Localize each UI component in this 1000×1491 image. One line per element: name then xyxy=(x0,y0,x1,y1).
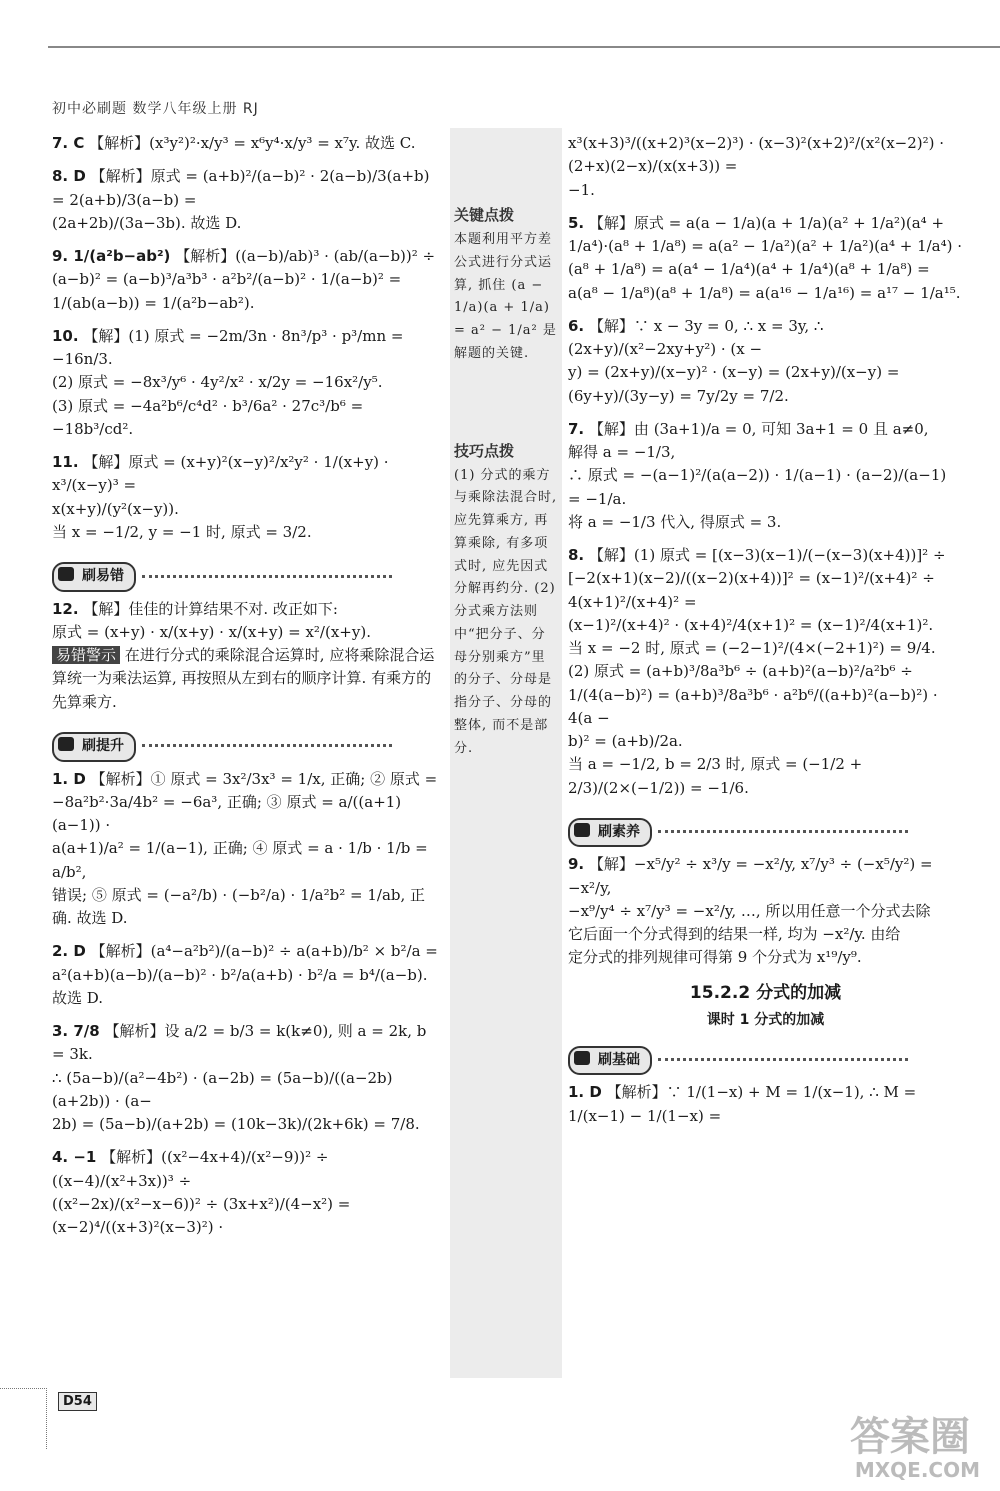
note-tip-title: 技巧点拨 xyxy=(454,441,515,460)
dotted-rule xyxy=(142,575,392,578)
left2-line xyxy=(52,940,442,963)
left2-item xyxy=(52,768,442,931)
item-9-right xyxy=(568,853,963,969)
item-9r-text-0: 【解】−x⁵/y² ÷ x³/y = −x²/y, x⁷/y³ ÷ (−x⁵/y²) = −x²/y, xyxy=(568,855,938,897)
right-item xyxy=(568,132,963,202)
left-text: 【解】原式 = (x+y)²(x−y)²/x²y² · 1/(x+y) · x³/(x−y)³ = xyxy=(52,453,394,495)
left-line xyxy=(52,268,442,291)
left2-num: 1. D xyxy=(52,769,86,788)
left2-line xyxy=(52,1113,442,1136)
right-column xyxy=(568,132,963,1138)
left2-text: ((x²−2x)/(x²−x−6))² ÷ (3x+x²)/(4−x²) = (x−2)⁴/((x+3)²(x−3)²) · xyxy=(52,1194,356,1237)
left2-text: a²(a+b)(a−b)/(a−b)² · b²/a(a+b) · b²/a = b⁴/(a−b). 故选 D. xyxy=(52,965,433,1007)
right-text: −1. xyxy=(568,180,595,199)
item-1r-line-0 xyxy=(568,1081,963,1128)
right-line xyxy=(568,614,963,637)
right-item xyxy=(568,315,963,408)
left-text: 【解析】原式 = (a+b)²/(a−b)² · 2(a−b)/3(a+b) = 2(a+b)/3(a−b) = xyxy=(52,167,435,209)
left-items xyxy=(52,132,442,544)
left-num: 11. xyxy=(52,453,79,471)
item-1-right xyxy=(568,1081,963,1128)
right-line xyxy=(568,567,963,614)
right-item xyxy=(568,212,963,305)
right-line xyxy=(568,282,963,305)
watermark-url: MXQE.COM xyxy=(854,1458,980,1482)
page-number: D54 xyxy=(58,1392,97,1411)
right-line xyxy=(568,132,963,179)
left2-line xyxy=(52,884,442,907)
right-text: 【解】∵ x − 3y = 0, ∴ x = 3y, ∴ (2x+y)/(x²−2xy+y²) · (x − xyxy=(568,316,829,358)
side-notes xyxy=(450,128,562,1378)
left-text: (2) 原式 = −8x³/y⁶ · 4y²/x² · x/2y = −16x²/y⁵. xyxy=(52,373,383,392)
left-text: 当 x = −1/2, y = −1 时, 原式 = 3/2. xyxy=(52,522,312,541)
warning-label: 易错警示 xyxy=(52,646,120,664)
right-line xyxy=(568,418,963,441)
left2-text: ∴ (5a−b)/(a²−4b²) · (a−2b) = (5a−b)/((a−2b)(a+2b)) · (a− xyxy=(52,1068,393,1110)
item-9r-line-0 xyxy=(568,853,963,900)
right-line xyxy=(568,637,963,660)
left2-items xyxy=(52,768,442,1240)
item-9r-num: 9. xyxy=(568,855,585,874)
item-12-text-0: 【解】佳佳的计算结果不对. 改正如下: xyxy=(83,599,338,618)
right-text: x³(x+3)³/((x+2)³(x−2)³) · (x−3)²(x+2)²/(x²(x−2)²) · (2+x)(2−x)/(x(x+3)) = xyxy=(568,134,949,176)
left2-line xyxy=(52,1067,442,1114)
section-title: 15.2.2 分式的加减 xyxy=(689,982,842,1003)
left2-item xyxy=(52,1146,442,1239)
right-text: 当 x = −2 时, 原式 = (−2−1)²/(4×(−2+1)²) = 9/4. xyxy=(568,639,936,657)
left-line xyxy=(52,292,442,315)
top-rule xyxy=(48,46,1000,48)
left-line xyxy=(52,132,442,155)
left-line xyxy=(52,521,442,544)
left2-num: 2. D xyxy=(52,942,86,961)
left2-line xyxy=(52,768,442,791)
warning-text: 在进行分式的乘除混合运算时, 应将乘除混合运算统一为乘法运算, 再按照从左到右的顺序计算. 有乘方的先算乘方. xyxy=(52,646,435,711)
left-item xyxy=(52,451,442,544)
item-9r-line-3: 定分式的排列规律可得第 9 个分式为 x¹⁹/y⁹. xyxy=(568,948,862,967)
tag-easy-error xyxy=(52,562,136,592)
left-text: 【解析】((a−b)/ab)³ · (ab/(a−b))² ÷ xyxy=(175,247,436,265)
right-text: 将 a = −1/3 代入, 得原式 = 3. xyxy=(568,512,782,531)
left2-line xyxy=(52,791,442,838)
left2-text: 【解析】① 原式 = 3x²/3x³ = 1/x, 正确; ② 原式 = xyxy=(90,769,438,788)
dotted-rule xyxy=(658,830,908,833)
item-12-num: 12. xyxy=(52,599,79,618)
note-tip-text: (1) 分式的乘方与乘除法混合时, 应先算乘方, 再算乘除, 有多项式时, 应先因式分解再约分. (2) 分式乘方法则中“把分子、分母分别乘方”里的分子、分母是指分子、分母的整体, 而不是部分. xyxy=(454,467,558,756)
left2-line xyxy=(52,907,442,930)
left2-line xyxy=(52,964,442,1011)
left-text: 【解析】(x³y²)²·x/y³ = x⁶y⁴·x/y³ = x⁷y. 故选 C. xyxy=(89,134,416,152)
left2-text: 【解析】((x²−4x+4)/(x²−9))² ÷ ((x−4)/(x²+3x))³ ÷ xyxy=(52,1148,334,1190)
item-1r-num: 1. D xyxy=(568,1083,602,1102)
note-key-title: 关键点拨 xyxy=(454,206,515,224)
left2-text: 【解析】设 a/2 = b/3 = k(k≠0), 则 a = 2k, b = 3k. xyxy=(52,1022,432,1064)
subsection-title: 课时 1 分式的加减 xyxy=(706,1012,825,1029)
right-text: 1/a⁴)·(a⁸ + 1/a⁸) = a(a² − 1/a²)(a² + 1/a²)(a⁴ + 1/a⁴) · xyxy=(568,237,963,255)
left-line xyxy=(52,325,442,372)
right-text: (a⁸ + 1/a⁸) = a(a⁴ − 1/a⁴)(a⁴ + 1/a⁴)(a⁸ + 1/a⁸) = xyxy=(568,260,930,279)
left-line xyxy=(52,451,442,498)
left2-text: 2b) = (5a−b)/(a+2b) = (10k−3k)/(2k+6k) = 7/8. xyxy=(52,1115,420,1134)
right-text: (2) 原式 = (a+b)³/8a³b⁶ ÷ (a+b)²(a−b)²/a²b⁶ ÷ xyxy=(568,662,913,681)
left-text: (2a+2b)/(3a−3b). 故选 D. xyxy=(52,213,242,232)
right-line xyxy=(568,730,963,753)
left-item xyxy=(52,165,442,235)
left-column xyxy=(52,132,442,1249)
left2-item xyxy=(52,940,442,1010)
left-num: 7. C xyxy=(52,134,85,152)
right-line xyxy=(568,212,963,235)
left-line xyxy=(52,498,442,521)
right-text: y) = (2x+y)/(x−y)² · (x−y) = (2x+y)/(x−y) = (6y+y)/(3y−y) = 7y/2y = 7/2. xyxy=(568,363,905,405)
right-text: a(a⁸ − 1/a⁸)(a⁸ + 1/a⁸) = a(a¹⁶ − 1/a¹⁶) = a¹⁷ − 1/a¹⁵. xyxy=(568,283,961,302)
left-item xyxy=(52,132,442,155)
left-text: (3) 原式 = −4a²b⁶/c⁴d² · b³/6a² · 27c³/b⁶ = −18b³/cd². xyxy=(52,396,368,438)
right-num: 5. xyxy=(568,213,585,232)
right-line xyxy=(568,441,963,464)
right-line xyxy=(568,179,963,202)
dotted-rule xyxy=(658,1058,908,1061)
left-line xyxy=(52,212,442,235)
right-line xyxy=(568,258,963,281)
dotted-rule xyxy=(142,744,392,747)
right-line xyxy=(568,511,963,534)
tag-literacy-label: 刷素养 xyxy=(598,823,640,840)
left-num: 10. xyxy=(52,326,79,345)
left2-text: 确. 故选 D. xyxy=(52,909,128,928)
page-header: 初中必刷题 数学八年级上册 RJ xyxy=(52,101,259,117)
right-line xyxy=(568,753,963,800)
item-9r-line-1: −x⁹/y⁴ ÷ x⁷/y³ = −x²/y, …, 所以用任意一个分式去除 xyxy=(568,901,931,920)
right-num: 6. xyxy=(568,316,585,335)
left-line xyxy=(52,371,442,394)
right-line xyxy=(568,235,963,258)
right-line xyxy=(568,464,963,511)
left2-line xyxy=(52,837,442,884)
left-line xyxy=(52,245,442,268)
left-num: 9. 1/(a²b−ab²) xyxy=(52,247,171,265)
right-text: 1/(4(a−b)²) = (a+b)³/8a³b⁶ · a²b⁶/((a+b)²(a−b)²) · 4(a − xyxy=(568,685,943,727)
right-text: 解得 a = −1/3, xyxy=(568,443,676,461)
left-text: 【解】(1) 原式 = −2m/3n · 8n³/p³ · p³/mn = −16n/3. xyxy=(52,326,409,368)
item-12-line-1: 原式 = (x+y) · x/(x+y) · x/(x+y) = x²/(x+y). xyxy=(52,622,371,641)
left2-line xyxy=(52,1020,442,1067)
left-text: 1/(ab(a−b)) = 1/(a²b−ab²). xyxy=(52,293,255,312)
left-item xyxy=(52,245,442,315)
right-line xyxy=(568,660,963,683)
tag-improve xyxy=(52,732,136,762)
left-line xyxy=(52,395,442,442)
warning-block xyxy=(52,644,442,714)
right-text: (x−1)²/(x+4)² · (x+4)²/4(x+1)² = (x−1)²/4(x+1)². xyxy=(568,615,934,634)
item-9r-line-2: 它后面一个分式得到的结果一样, 均为 −x²/y. 由给 xyxy=(568,925,901,944)
right-text: 【解】(1) 原式 = [(x−3)(x−1)/(−(x−3)(x+4))]² ÷ xyxy=(588,546,946,564)
right-text: b)² = (a+b)/2a. xyxy=(568,732,683,750)
left-item xyxy=(52,325,442,441)
right-num: 7. xyxy=(568,419,585,438)
tag-basic xyxy=(568,1046,652,1076)
left2-text: 错误; ⑤ 原式 = (−a²/b) · (−b²/a) · 1/a²b² = 1/ab, 正 xyxy=(52,885,426,904)
item-12-line-0 xyxy=(52,598,442,621)
right-num: 8. xyxy=(568,546,585,564)
right-line xyxy=(568,544,963,567)
left2-text: 【解析】(a⁴−a²b²)/(a−b)² ÷ a(a+b)/b² × b²/a = xyxy=(90,942,438,961)
right-text: 当 a = −1/2, b = 2/3 时, 原式 = (−1/2 + 2/3)/(2×(−1/2)) = −1/6. xyxy=(568,755,867,797)
tag-basic-label: 刷基础 xyxy=(598,1051,640,1068)
left2-num: 3. 7/8 xyxy=(52,1022,100,1041)
right-items xyxy=(568,132,963,800)
left-text: (a−b)² = (a−b)³/a³b³ · a²b²/(a−b)² · 1/(a−b)² = xyxy=(52,270,402,289)
left2-text: −8a²b²·3a/4b² = −6a³, 正确; ③ 原式 = a/((a+1)(a−1)) · xyxy=(52,792,402,835)
corner-mark xyxy=(0,1388,47,1449)
item-12 xyxy=(52,598,442,714)
tag-literacy xyxy=(568,818,652,848)
right-line xyxy=(568,684,963,731)
tag-improve-label: 刷提升 xyxy=(82,737,124,754)
note-key-text: 本题利用平方差公式进行分式运算, 抓住 (a − 1/a)(a + 1/a) = a² − 1/a² 是解题的关键. xyxy=(454,232,557,361)
left2-item xyxy=(52,1020,442,1136)
right-item xyxy=(568,418,963,534)
left2-text: a(a+1)/a² = 1/(a−1), 正确; ④ 原式 = a · 1/b · 1/b = a/b², xyxy=(52,839,433,881)
tag-easy-error-label: 刷易错 xyxy=(82,568,124,584)
left2-line xyxy=(52,1146,442,1193)
right-text: 【解】原式 = a(a − 1/a)(a + 1/a)(a² + 1/a²)(a⁴ + xyxy=(588,213,945,232)
right-text: [−2(x+1)(x−2)/((x−2)(x+4))]² = (x−1)²/(x+4)² ÷ 4(x+1)²/(x+4)² = xyxy=(568,569,940,611)
left-line xyxy=(52,165,442,212)
left-num: 8. D xyxy=(52,167,86,186)
left2-line xyxy=(52,1193,442,1240)
left2-num: 4. −1 xyxy=(52,1148,97,1167)
left-text: x(x+y)/(y²(x−y)). xyxy=(52,499,179,518)
watermark-logo: 答案圈 xyxy=(850,1414,970,1460)
item-1r-text-0: 【解析】∵ 1/(1−x) + M = 1/(x−1), ∴ M = 1/(x−1) − 1/(1−x) = xyxy=(568,1083,921,1125)
right-text: 【解】由 (3a+1)/a = 0, 可知 3a+1 = 0 且 a≠0, xyxy=(588,419,929,438)
right-line xyxy=(568,315,963,362)
right-line xyxy=(568,361,963,408)
right-item xyxy=(568,544,963,800)
right-text: ∴ 原式 = −(a−1)²/(a(a−2)) · 1/(a−1) · (a−2)/(a−1) = −1/a. xyxy=(568,466,951,508)
